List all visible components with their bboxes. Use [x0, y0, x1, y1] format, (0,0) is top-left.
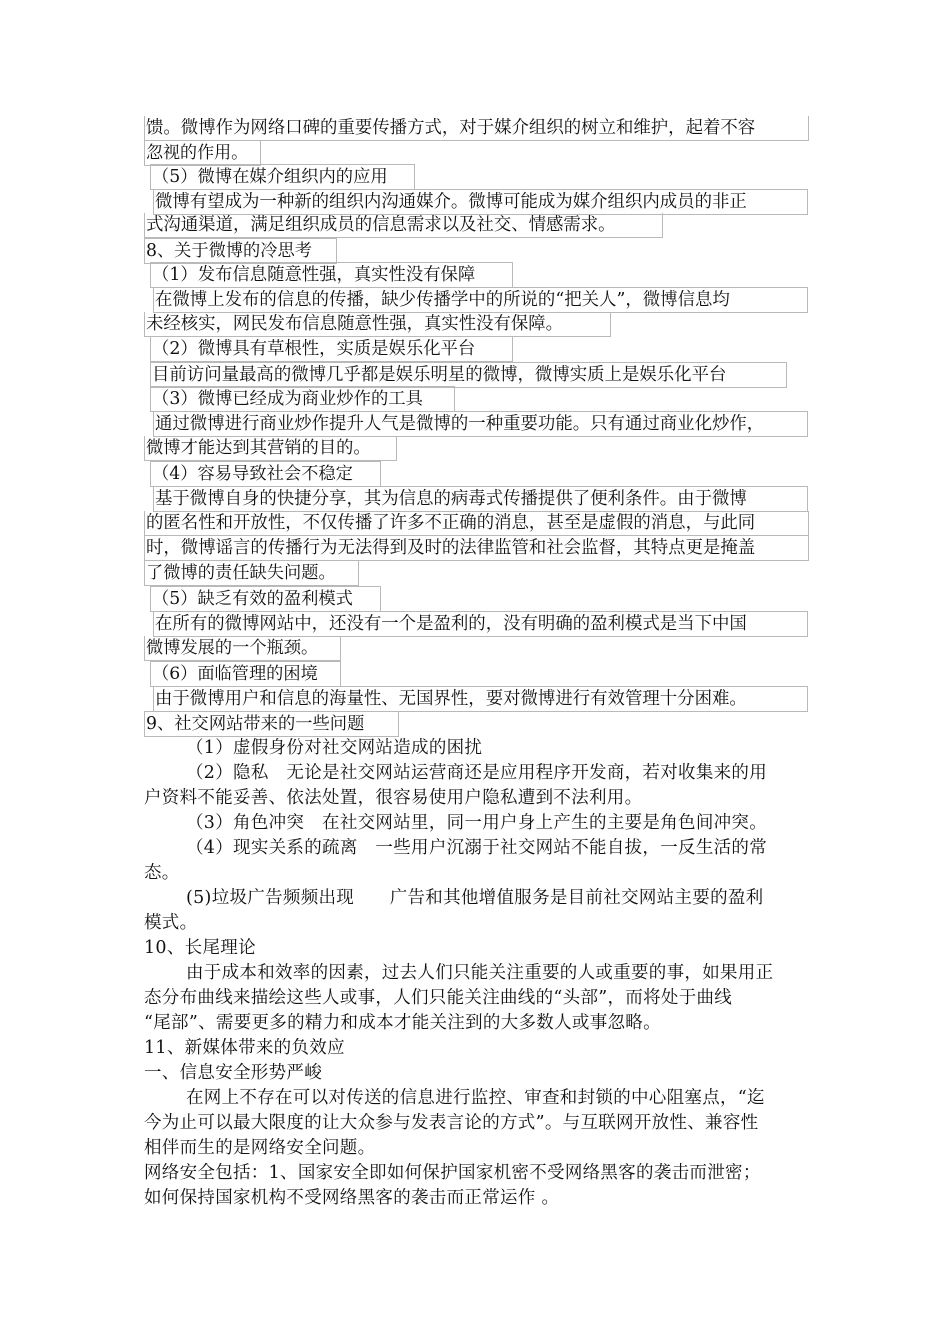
text-line: 通过微博进行商业炒作提升人气是微博的一种重要功能。只有通过商业化炒作，: [153, 411, 808, 437]
text-line: 态分布曲线来描绘这些人或事，人们只能关注曲线的“头部”，而将处于曲线: [144, 988, 733, 1008]
text-line: 微博才能达到其营销的目的。: [144, 436, 397, 461]
text-line: 由于微博用户和信息的海量性、无国界性，要对微博进行有效管理十分困难。: [153, 686, 808, 712]
text-line: 今为止可以最大限度的让大众参与发表言论的方式”。与互联网开放性、兼容性: [144, 1113, 759, 1133]
section-heading: 9、社交网站带来的一些问题: [144, 711, 399, 737]
text-line: （3）角色冲突 在社交网站里，同一用户身上产生的主要是角色间冲突。: [186, 813, 768, 833]
text-line: 在网上不存在可以对传送的信息进行监控、审查和封锁的中心阻塞点，“迄: [186, 1088, 765, 1108]
text-line: 了微博的责任缺失问题。: [144, 561, 359, 586]
text-line: 微博有望成为一种新的组织内沟通媒介。微博可能成为媒介组织内成员的非正: [153, 189, 808, 215]
subsection-heading: 一、信息安全形势严峻: [144, 1063, 322, 1083]
text-line: 在所有的微博网站中，还没有一个是盈利的，没有明确的盈利模式是当下中国: [153, 611, 808, 637]
subsection-heading: （5）缺乏有效的盈利模式: [150, 586, 381, 612]
section-heading: 10、长尾理论: [144, 938, 256, 958]
text-line: 的匿名性和开放性，不仅传播了许多不正确的消息，甚至是虚假的消息，与此同: [144, 511, 809, 536]
text-line: 如何保持国家机构不受网络黑客的袭击而正常运作 。: [144, 1188, 560, 1208]
text-line: （4）现实关系的疏离 一些用户沉溺于社交网站不能自拔，一反生活的常: [186, 838, 768, 858]
section-heading: 11、新媒体带来的负效应: [144, 1038, 345, 1058]
text-line: “尾部”、需要更多的精力和成本才能关注到的大多数人或事忽略。: [144, 1013, 661, 1033]
section-heading: 8、关于微博的冷思考: [144, 238, 337, 264]
text-line: 未经核实，网民发布信息随意性强，真实性没有保障。: [144, 312, 611, 337]
subsection-heading: （4）容易导致社会不稳定: [150, 461, 381, 487]
text-line: 相伴而生的是网络安全问题。: [144, 1138, 376, 1158]
text-line: （1）虚假身份对社交网站造成的困扰: [186, 738, 483, 758]
text-line: 馈。微博作为网络口碑的重要传播方式，对于媒介组织的树立和维护，起着不容: [144, 116, 809, 141]
subsection-heading: （1）发布信息随意性强，真实性没有保障: [150, 262, 513, 288]
text-line: 目前访问量最高的微博几乎都是娱乐明星的微博，微博实质上是娱乐化平台: [150, 362, 787, 388]
text-line: 网络安全包括：1、国家安全即如何保护国家机密不受网络黑客的袭击而泄密；: [144, 1163, 761, 1183]
text-line: (5)垃圾广告频频出现 广告和其他增值服务是目前社交网站主要的盈利: [186, 888, 764, 908]
text-line: （2）隐私 无论是社交网站运营商还是应用程序开发商，若对收集来的用: [186, 763, 768, 783]
text-line: 时，微博谣言的传播行为无法得到及时的法律监管和社会监督，其特点更是掩盖: [144, 536, 809, 561]
subsection-heading: （3）微博已经成为商业炒作的工具: [150, 386, 455, 412]
subsection-heading: （2）微博具有草根性，实质是娱乐化平台: [150, 336, 513, 362]
text-line: 在微博上发布的信息的传播，缺少传播学中的所说的“把关人”，微博信息均: [153, 287, 808, 313]
text-line: 户资料不能妥善、依法处置，很容易使用户隐私遭到不法利用。: [144, 788, 643, 808]
subsection-heading: （6）面临管理的困境: [150, 661, 341, 687]
text-line: 由于成本和效率的因素，过去人们只能关注重要的人或重要的事，如果用正: [186, 963, 774, 983]
text-line: 式沟通渠道，满足组织成员的信息需求以及社交、情感需求。: [144, 213, 663, 238]
subsection-heading: （5）微博在媒介组织内的应用: [150, 164, 415, 190]
text-line: 模式。: [144, 913, 198, 933]
text-line: 态。: [144, 863, 180, 883]
text-line: 微博发展的一个瓶颈。: [144, 636, 341, 661]
text-line: 基于微博自身的快捷分享，其为信息的病毒式传播提供了便利条件。由于微博: [153, 486, 808, 512]
text-line: 忽视的作用。: [144, 141, 261, 166]
